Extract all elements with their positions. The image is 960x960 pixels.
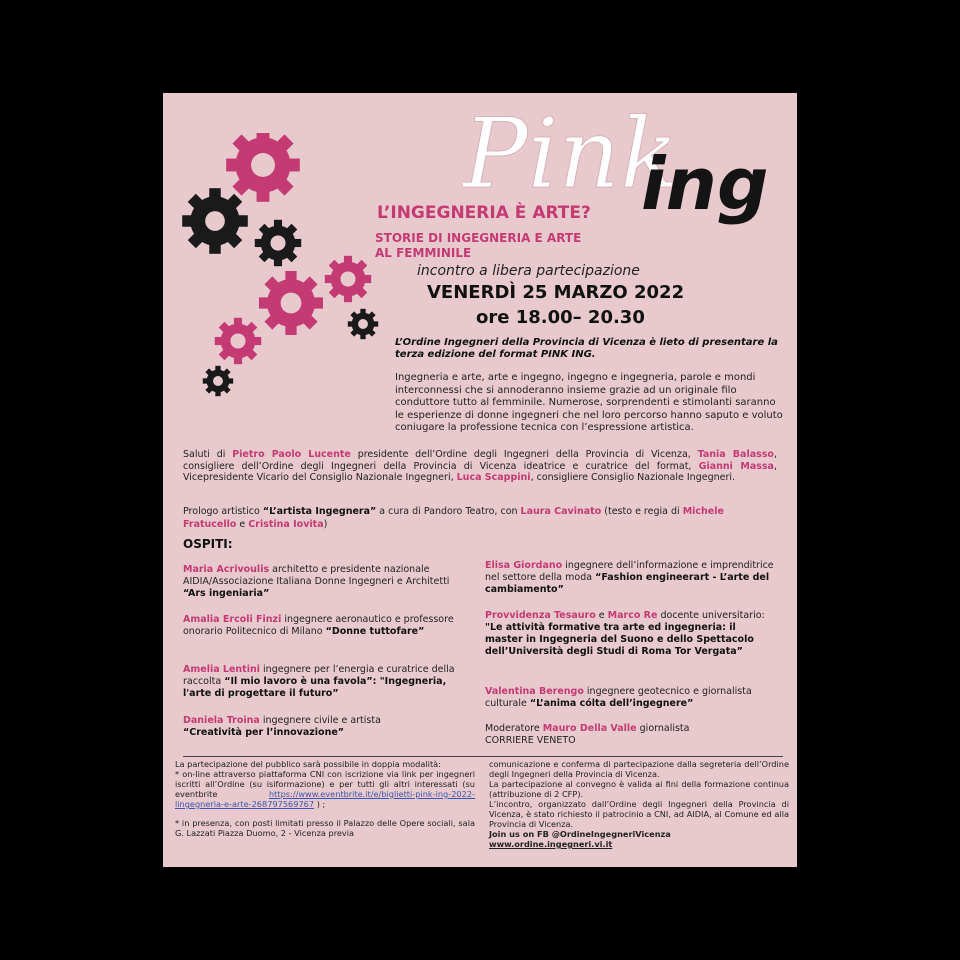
moderator-label: Moderatore [485, 723, 543, 734]
free-entry-note: incontro a libera partecipazione [417, 263, 640, 279]
guest-name: Elisa Giordano [485, 560, 563, 571]
guest-desc: ingegnere civile e artista [259, 715, 381, 726]
logo-text-dark: ing [641, 142, 769, 226]
speaker-name: Laura Cavinato [520, 506, 602, 517]
speaker-name: Pietro Paolo Lucente [232, 449, 351, 460]
greetings-text: presidente dell’Ordine degli Ingegneri della Provincia di Vicenza, [350, 449, 698, 460]
prologue-text: Prologo artistico [183, 506, 263, 517]
guest-desc: ingegnere geotecnico e giornalista culturale [485, 686, 752, 709]
footer-text: La partecipazione al convegno è valida ai fini della formazione continua (attribuzione di 2 CFP). [489, 779, 789, 799]
guest-name: Amalia Ercoli Finzi [183, 614, 282, 625]
guest-name: Amelia Lentini [183, 664, 261, 675]
event-flyer [163, 93, 797, 867]
moderator-outlet: CORRIERE VENETO [485, 735, 576, 746]
moderator-desc: giornalista [636, 723, 690, 734]
guest-desc: e [595, 610, 608, 621]
guest-name: Maria Acrivoulis [183, 564, 270, 575]
gear-icon [259, 271, 323, 335]
footer-left [175, 759, 475, 838]
guest-desc: docente universitario: [657, 610, 765, 621]
website-link[interactable]: www.ordine.ingegneri.vi.it [489, 839, 613, 849]
gear-icon [226, 133, 300, 202]
footer-text: La partecipazione del pubblico sarà possibile in doppia modalità: [175, 759, 441, 769]
footer-text: comunicazione e conferma di partecipazione dalla segreteria dell’Ordine degli Ingegneri della Provincia di Vicenza. [489, 759, 789, 779]
guest-name: Daniela Troina [183, 715, 260, 726]
speaker-name: Tania Balasso [697, 449, 774, 460]
guest-talk: “Donne tuttofare” [325, 626, 425, 637]
eventbrite-link[interactable]: https://www.eventbrite.it/e/biglietti-pink-ing-2022-lingegneria-e-arte-268797569767 [175, 789, 475, 809]
guest-name: Valentina Berengo [485, 686, 584, 697]
footer-divider [183, 756, 783, 757]
speaker-name: Michele Fratucello [183, 506, 724, 530]
description-text: Ingegneria e arte, arte e ingegno, ingegno e ingegneria, parole e mondi interconnessi che si annoderanno insieme grazie ad un originale filo conduttore tutto al femminile. Numerose, sorprendenti e stimolanti saranno le esperienze di donne ingegneri che nel loro percorso hanno saputo e voluto coniugare la professione tecnica con l’espressione artistica. [395, 372, 783, 433]
footer-right [489, 759, 789, 849]
footer-text: * in presenza, con posti limitati presso il Palazzo delle Opere sociali, sala G. Lazzati Piazza Duomo, 2 - Vicenza previa [175, 818, 475, 838]
speaker-name: Gianni Massa [698, 460, 774, 472]
guest-entry [183, 715, 475, 739]
guest-talk: “Il mio lavoro è una favola”: "Ingegneria, l'arte di progettare il futuro” [183, 676, 447, 699]
guest-desc: ingegnere dell’informazione e imprenditrice nel settore della moda [485, 560, 774, 583]
guest-talk: "Le attività formative tra arte ed ingegneria: il master in Ingegneria del Suono e dello Spettacolo dell’Università degli Studi di Roma Tor Vergata” [485, 622, 754, 657]
footer-text: L’incontro, organizzato dall’Ordine degli Ingegneri della Provincia di Vicenza, è stato richiesto il patrocinio a CNI, ad AIDIA, al Comune ed alla Provincia di Vicenza. [489, 799, 789, 829]
gears-illustration [163, 133, 393, 403]
greetings-text: Saluti di [183, 449, 233, 460]
guests-heading: OSPITI: [183, 537, 233, 551]
greetings-text: , consigliere Consiglio Nazionale Ingegneri. [530, 472, 736, 483]
guest-talk: “L’anima cólta dell’ingegnere” [529, 698, 694, 709]
event-title: L’INGEGNERIA È ARTE? [377, 203, 591, 223]
guest-name: Marco Re [607, 610, 658, 621]
gear-icon [203, 366, 233, 396]
guest-desc: ingegnere aeronautico e professore onorario Politecnico di Milano [183, 614, 454, 637]
event-subtitle-line1: STORIE DI INGEGNERIA E ARTE [375, 231, 582, 245]
guest-talk: “Ars ingeniaria” [183, 588, 270, 599]
footer-text: ) ; [316, 799, 326, 809]
facebook-handle: Join us on FB @OrdineIngegneriVicenza [489, 829, 671, 839]
prologue-title: “L’artista Ingegnera” [262, 506, 377, 517]
guest-entry [485, 686, 785, 710]
guest-desc: architetto e presidente nazionale AIDIA/Associazione Italiana Donne Ingegneri e Architetti [183, 564, 450, 587]
footer-text: * on-line attraverso piattaforma CNI con iscrizione via link per ingegneri iscritti all’Ordine (su isiformazione) e per tutti gli altri interessati (su eventbrite [175, 769, 475, 799]
guest-desc: ingegnere per l’energia e curatrice della raccolta [183, 664, 455, 687]
gear-icon [255, 220, 301, 266]
logo-text-light: Pink [463, 99, 679, 210]
event-time: ore 18.00– 20.30 [476, 307, 645, 328]
greetings-paragraph [183, 449, 777, 484]
guest-name: Provvidenza Tesauro [485, 610, 596, 621]
event-date: VENERDÌ 25 MARZO 2022 [427, 282, 685, 303]
moderator-name: Mauro Della Valle [542, 723, 637, 734]
speaker-name: Cristina Iovita [248, 519, 324, 530]
gear-icon [325, 256, 371, 302]
guest-entry [485, 610, 775, 658]
gear-icon [348, 309, 378, 339]
prologue-paragraph [183, 505, 777, 531]
guest-talk: “Creatività per l’innovazione” [183, 727, 345, 738]
guest-entry [183, 664, 475, 700]
greetings-text: , Vicepresidente Vicario del Consiglio Nazionale Ingegneri, [183, 460, 777, 483]
prologue-text: e [236, 519, 249, 530]
speaker-name: Luca Scappini [456, 472, 531, 483]
gear-icon [215, 318, 261, 364]
event-subtitle-line2: AL FEMMINILE [375, 246, 472, 260]
intro-text: L’Ordine Ingegneri della Provincia di Vicenza è lieto di presentare la terza edizione del format PINK ING. [395, 337, 778, 360]
guest-entry [485, 560, 775, 596]
prologue-text: a cura di Pandoro Teatro, con [376, 506, 521, 517]
guest-talk: “Fashion engineerart - L’arte del cambiamento” [485, 572, 770, 595]
guest-entry [183, 614, 475, 638]
guest-entry [183, 564, 475, 600]
moderator-entry [485, 723, 775, 747]
gear-icon [182, 188, 248, 254]
prologue-text: (testo e regia di [601, 506, 683, 517]
prologue-text: ) [323, 519, 328, 530]
greetings-text: , consigliere dell’Ordine degli Ingegneri della Provincia di Vicenza ideatrice e curatrice del format, [183, 449, 777, 472]
